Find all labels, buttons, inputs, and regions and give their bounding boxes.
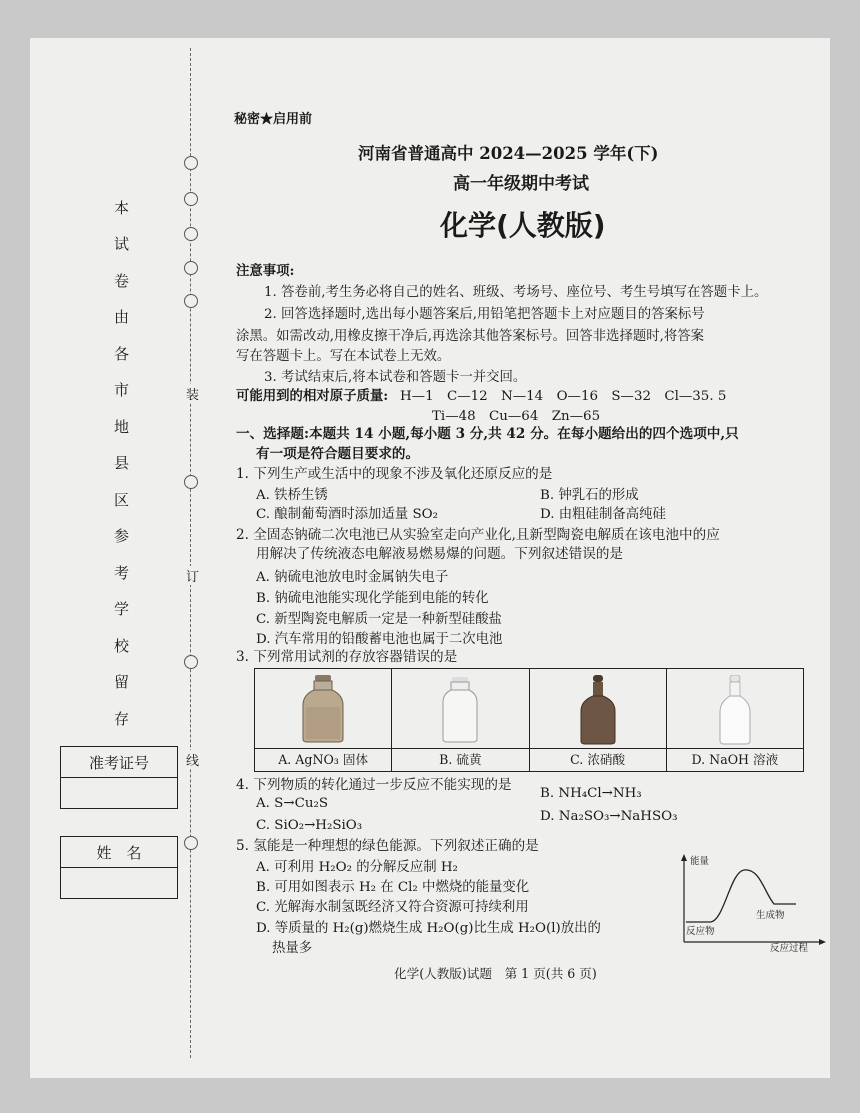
exam-title: 河南省普通高中 2024—2025 学年(下) xyxy=(358,144,659,163)
bottle-label-c: C. 浓硝酸 xyxy=(530,748,666,771)
side-notice-char: 学 xyxy=(114,600,130,618)
wide-mouth-brown-bottle-icon xyxy=(300,675,346,743)
exam-id-field[interactable] xyxy=(61,778,177,808)
exam-id-label: 准考证号 xyxy=(61,747,177,778)
side-notice-char: 地 xyxy=(114,418,130,436)
side-notice-char: 本 xyxy=(114,199,130,217)
option-d[interactable]: D. 等质量的 H₂(g)燃烧生成 H₂O(g)比生成 H₂O(l)放出的 xyxy=(256,921,601,936)
y-axis-arrow-icon xyxy=(681,854,687,861)
bottle-label-d: D. NaOH 溶液 xyxy=(667,748,803,771)
option-a[interactable]: A. 可利用 H₂O₂ 的分解反应制 H₂ xyxy=(256,860,458,875)
side-notice-char: 校 xyxy=(114,637,130,655)
energy-diagram xyxy=(672,852,832,952)
note-item: 2. 回答选择题时,选出每小题答案后,用铅笔把答题卡上对应题目的答案标号 xyxy=(264,307,705,322)
note-item: 写在答题卡上。写在本试卷上无效。 xyxy=(236,349,451,364)
binding-hole xyxy=(184,156,198,170)
note-item: 涂黑。如需改动,用橡皮擦干净后,再选涂其他答案标号。回答非选择题时,将答案 xyxy=(236,329,705,344)
exam-id-box xyxy=(60,746,178,809)
binding-hole xyxy=(184,227,198,241)
option-b[interactable]: B. 可用如图表示 H₂ 在 Cl₂ 中燃烧的能量变化 xyxy=(256,880,530,895)
name-label: 姓 名 xyxy=(61,837,177,868)
option-d-continued: 热量多 xyxy=(272,941,313,956)
side-notice-char: 参 xyxy=(114,527,130,545)
binding-hole xyxy=(184,192,198,206)
side-notice-char: 卷 xyxy=(114,272,130,290)
option-c[interactable]: C. 酿制葡萄酒时添加适量 SO₂ xyxy=(256,507,438,522)
bottle-table xyxy=(254,668,804,772)
question-stem: 4. 下列物质的转化通过一步反应不能实现的是 xyxy=(236,777,512,793)
side-notice-char: 县 xyxy=(114,454,130,472)
binding-char: 订 xyxy=(186,566,199,585)
question-stem: 2. 全固态钠硫二次电池已从实验室走向产业化,且新型陶瓷电解质在该电池中的应 xyxy=(236,527,720,543)
narrow-mouth-clear-bottle-icon xyxy=(717,675,753,745)
bottle-cell-b[interactable] xyxy=(392,669,529,771)
option-a[interactable]: A. S→Cu₂S xyxy=(256,796,328,811)
page-footer: 化学(人教版)试题 第 1 页(共 6 页) xyxy=(394,966,597,981)
bottle-cell-c[interactable] xyxy=(530,669,667,771)
option-d[interactable]: D. 由粗硅制备高纯硅 xyxy=(540,507,666,522)
binding-hole xyxy=(184,836,198,850)
binding-hole xyxy=(184,261,198,275)
bottle-cell-d[interactable] xyxy=(667,669,803,771)
option-d[interactable]: D. 汽车常用的铅酸蓄电池也属于二次电池 xyxy=(256,632,503,647)
side-notice-char: 区 xyxy=(114,491,130,509)
option-c[interactable]: C. 光解海水制氢既经济又符合资源可持续利用 xyxy=(256,900,529,915)
binding-hole xyxy=(184,475,198,489)
section-title: 有一项是符合题目要求的。 xyxy=(256,446,420,462)
side-notice-char: 留 xyxy=(114,673,130,691)
x-axis-arrow-icon xyxy=(819,939,826,945)
option-b[interactable]: B. 钟乳石的形成 xyxy=(540,488,639,503)
option-b[interactable]: B. 钠硫电池能实现化学能到电能的转化 xyxy=(256,591,489,606)
option-c[interactable]: C. 新型陶瓷电解质一定是一种新型硅酸盐 xyxy=(256,612,502,627)
note-item: 1. 答卷前,考生务必将自己的姓名、班级、考场号、座位号、考生号填写在答题卡上。 xyxy=(264,285,768,300)
binding-hole xyxy=(184,294,198,308)
bottle-label-b: B. 硫黄 xyxy=(392,748,528,771)
question-stem: 1. 下列生产或生活中的现象不涉及氧化还原反应的是 xyxy=(236,466,553,482)
wide-mouth-clear-bottle-icon xyxy=(440,675,480,743)
option-b[interactable]: B. NH₄Cl→NH₃ xyxy=(540,786,642,801)
notes-heading: 注意事项: xyxy=(236,263,295,279)
x-axis-label: 反应过程 xyxy=(770,943,809,952)
narrow-mouth-brown-bottle-icon xyxy=(578,675,618,745)
subject-title: 化学(人教版) xyxy=(440,209,606,242)
option-d[interactable]: D. Na₂SO₃→NaHSO₃ xyxy=(540,809,678,824)
binding-char: 装 xyxy=(186,384,199,403)
option-a[interactable]: A. 铁桥生锈 xyxy=(256,488,328,503)
bottle-cell-a[interactable] xyxy=(255,669,392,771)
side-notice-char: 考 xyxy=(114,564,130,582)
reactant-label: 反应物 xyxy=(686,926,715,937)
option-c[interactable]: C. SiO₂→H₂SiO₃ xyxy=(256,818,363,833)
bottle-label-a: A. AgNO₃ 固体 xyxy=(255,748,391,771)
side-notice-char: 各 xyxy=(114,345,130,363)
question-stem: 5. 氢能是一种理想的绿色能源。下列叙述正确的是 xyxy=(236,838,539,854)
question-stem: 用解决了传统液态电解液易燃易爆的问题。下列叙述错误的是 xyxy=(256,546,624,562)
secret-label: 秘密★启用前 xyxy=(234,112,313,127)
section-title: 一、选择题:本题共 14 小题,每小题 3 分,共 42 分。在每小题给出的四个选项中,只 xyxy=(236,426,739,442)
atomic-mass-values: H—1 C—12 N—14 O—16 S—32 Cl—35. 5 xyxy=(400,389,727,404)
binding-hole xyxy=(184,655,198,669)
side-notice-char: 试 xyxy=(114,235,130,253)
name-box xyxy=(60,836,178,899)
atomic-mass-label: 可能用到的相对原子质量: xyxy=(236,388,389,404)
option-a[interactable]: A. 钠硫电池放电时金属钠失电子 xyxy=(256,570,449,585)
side-notice-char: 存 xyxy=(114,710,130,728)
exam-subtitle: 高一年级期中考试 xyxy=(453,174,589,194)
question-stem: 3. 下列常用试剂的存放容器错误的是 xyxy=(236,649,458,665)
note-item: 3. 考试结束后,将本试卷和答题卡一并交回。 xyxy=(264,370,527,385)
name-field[interactable] xyxy=(61,868,177,898)
side-notice-char: 市 xyxy=(114,381,130,399)
y-axis-label: 能量 xyxy=(690,856,710,867)
side-notice-char: 由 xyxy=(114,308,130,326)
product-label: 生成物 xyxy=(756,910,785,921)
binding-char: 线 xyxy=(186,750,199,769)
atomic-mass-values: Ti—48 Cu—64 Zn—65 xyxy=(432,409,601,424)
